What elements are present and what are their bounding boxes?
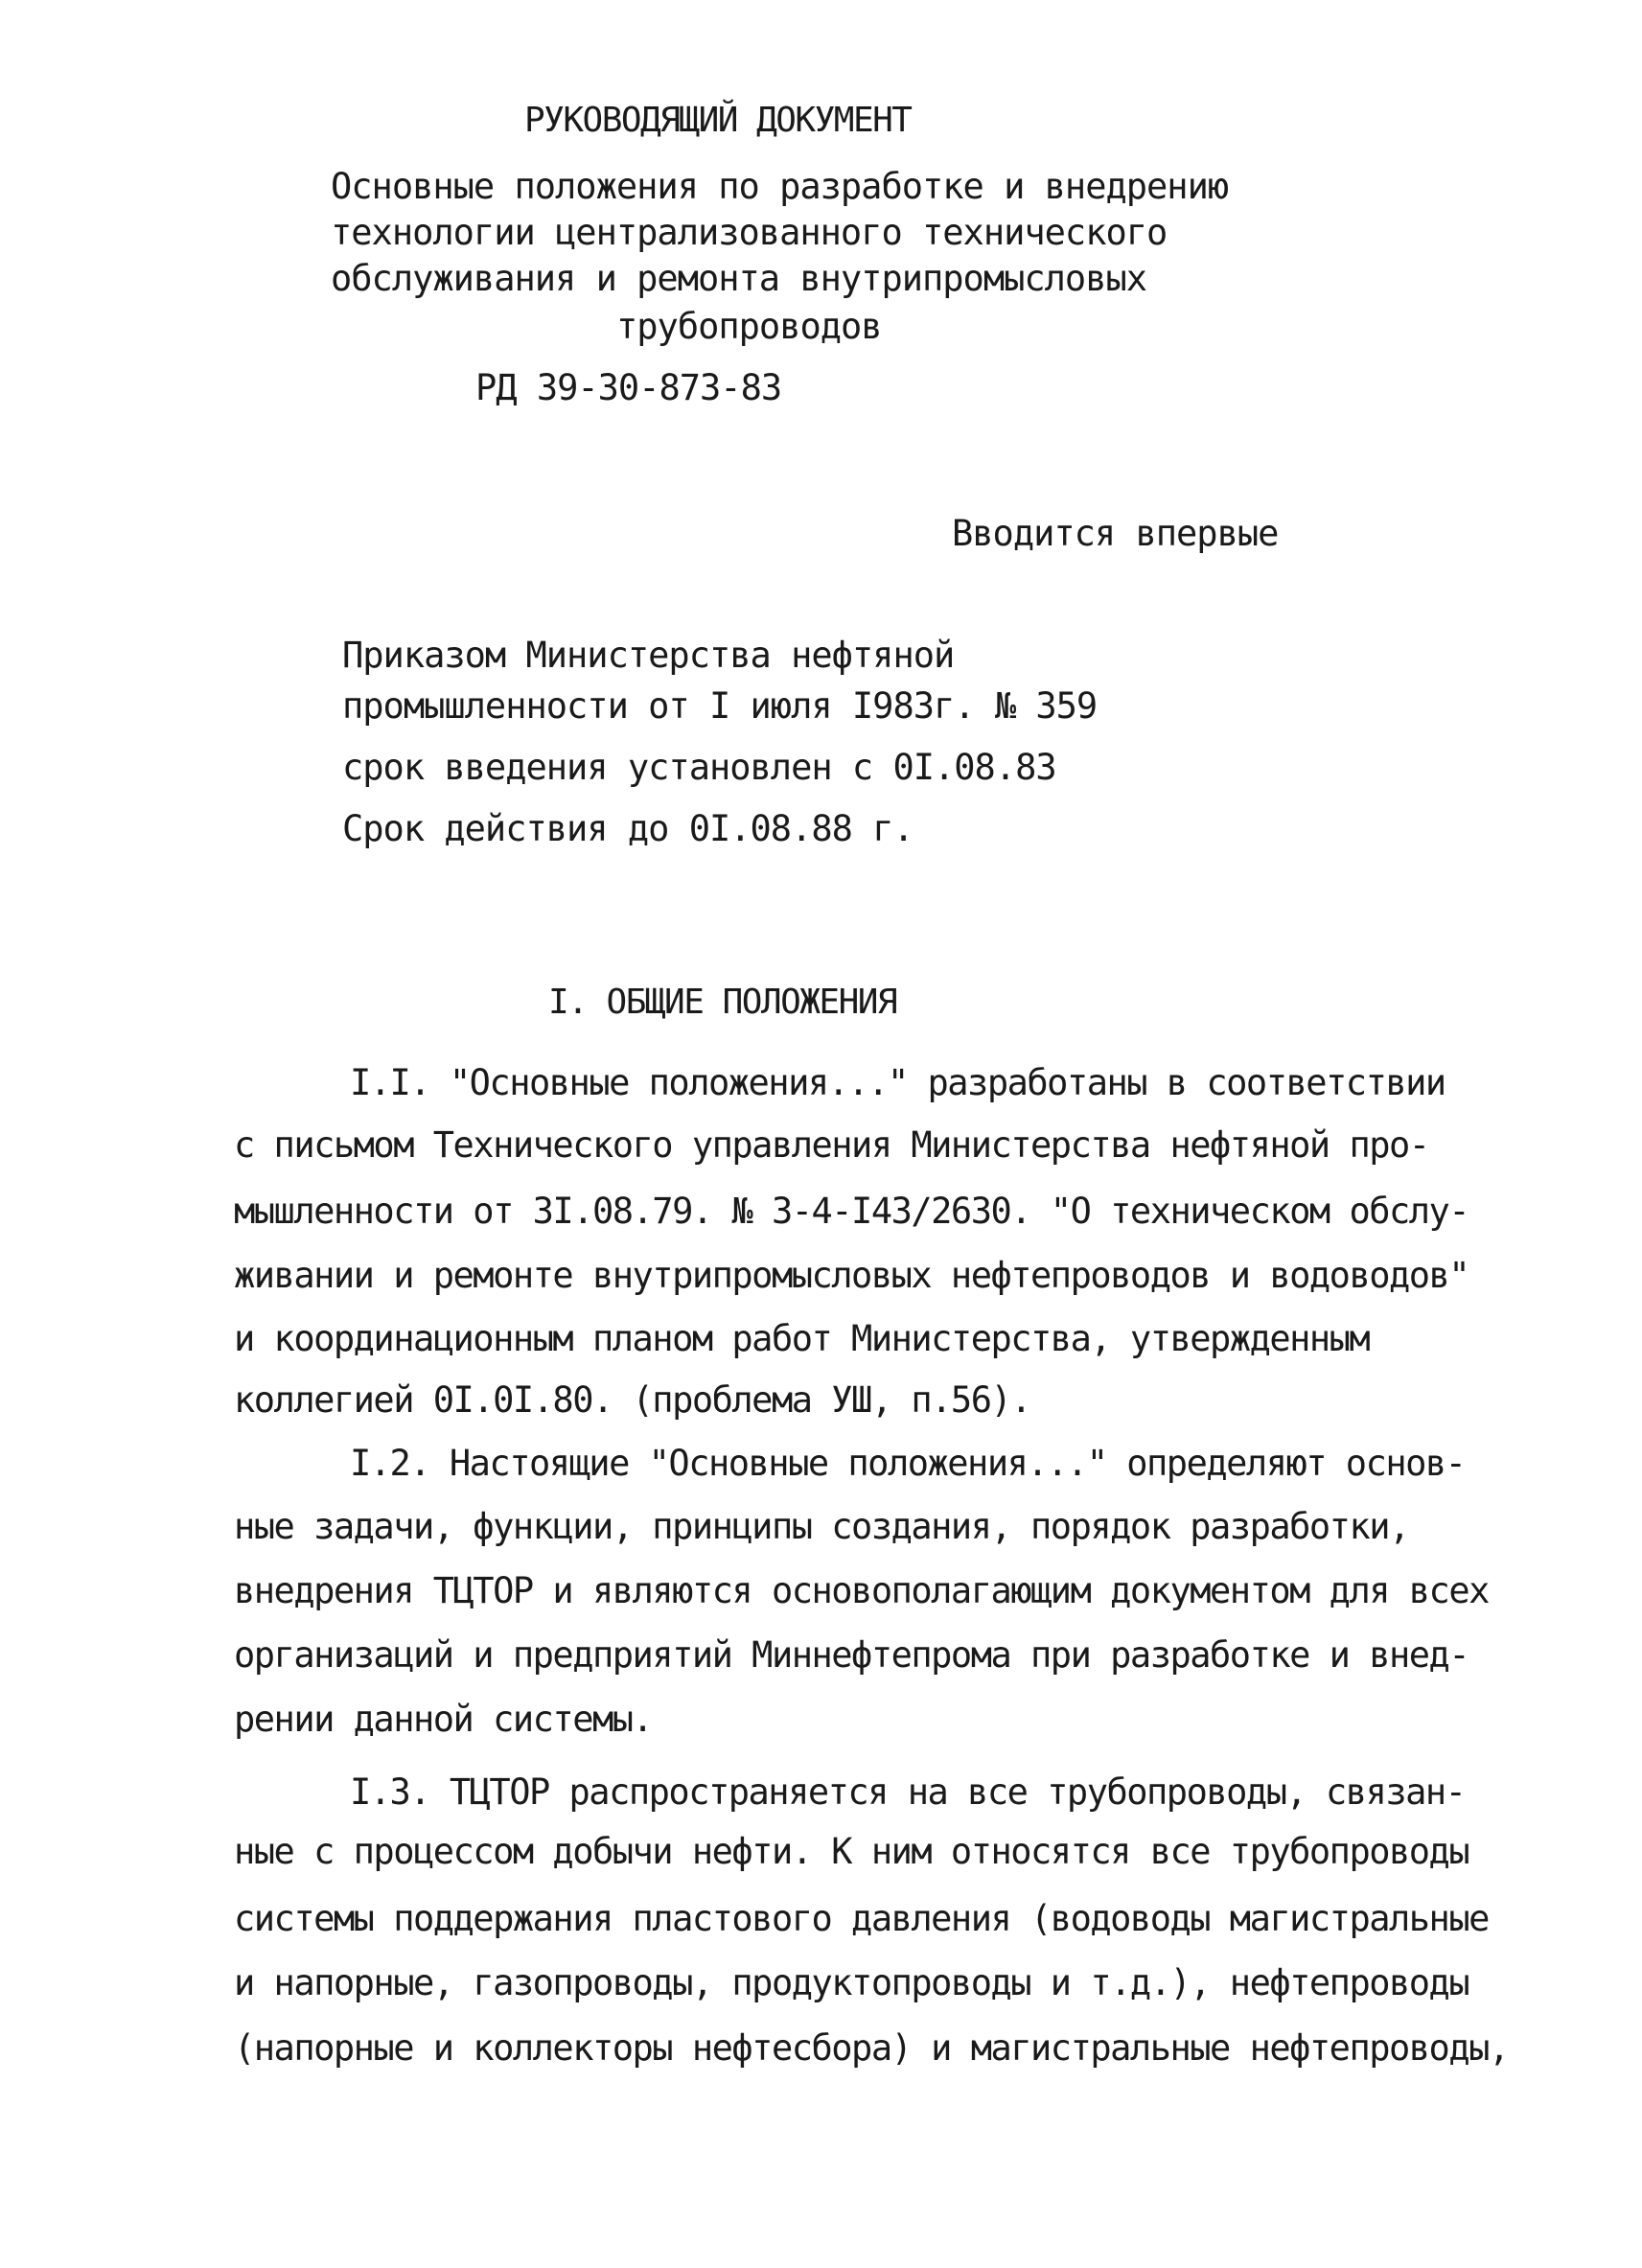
paragraph-line: коллегией 0I.0I.80. (проблема УШ, п.56).	[234, 1379, 1031, 1421]
doc-title-line: обслуживания и ремонта внутрипромысловых	[331, 258, 1147, 299]
paragraph-line: мышленности от 3I.08.79. № 3-4-I43/2630. "О техническом обслу-	[234, 1191, 1469, 1232]
paragraph-line: рении данной системы.	[234, 1699, 653, 1740]
paragraph-line: I.2. Настоящие "Основные положения..." определяют основ-	[350, 1443, 1466, 1484]
doc-code: РД 39-30-873-83	[475, 367, 782, 408]
doc-title-line: трубопроводов	[616, 306, 882, 347]
approval-line: промышленности от I июля I983г. № 359	[342, 685, 1098, 727]
doc-type-heading: РУКОВОДЯЩИЙ ДОКУМЕНТ	[524, 101, 912, 140]
intro-note: Вводится впервые	[952, 513, 1279, 554]
paragraph-line: ные с процессом добычи нефти. К ним относятся все трубопроводы	[234, 1831, 1469, 1872]
paragraph-line: с письмом Технического управления Министерства нефтяной про-	[234, 1124, 1429, 1166]
effective-from: срок введения установлен с 0I.08.83	[342, 747, 1056, 788]
paragraph-line: (напорные и коллекторы нефтесбора) и магистральные нефтепроводы,	[234, 2027, 1509, 2069]
paragraph-line: и напорные, газопроводы, продуктопроводы и т.д.), нефтепроводы	[234, 1962, 1469, 2003]
paragraph-line: системы поддержания пластового давления (водоводы магистральные	[234, 1898, 1489, 1939]
paragraph-line: живании и ремонте внутрипромысловых нефтепроводов и водоводов"	[234, 1255, 1469, 1296]
paragraph-line: ные задачи, функции, принципы создания, порядок разработки,	[234, 1506, 1409, 1547]
section-heading: I. ОБЩИЕ ПОЛОЖЕНИЯ	[548, 983, 897, 1022]
paragraph-line: I.3. ТЦТОР распространяется на все трубопроводы, связан-	[350, 1771, 1466, 1813]
doc-title-line: Основные положения по разработке и внедрению	[331, 166, 1229, 207]
valid-until: Срок действия до 0I.08.88 г.	[342, 808, 914, 849]
paragraph-line: I.I. "Основные положения..." разработаны в соответствии	[350, 1062, 1445, 1103]
doc-title-line: технологии централизованного технического	[331, 212, 1168, 253]
paragraph-line: и координационным планом работ Министерства, утвержденным	[234, 1318, 1370, 1359]
paragraph-line: организаций и предприятий Миннефтепрома при разработке и внед-	[234, 1634, 1469, 1676]
paragraph-line: внедрения ТЦТОР и являются основополагающим документом для всех	[234, 1570, 1489, 1611]
approval-line: Приказом Министерства нефтяной	[342, 635, 955, 676]
